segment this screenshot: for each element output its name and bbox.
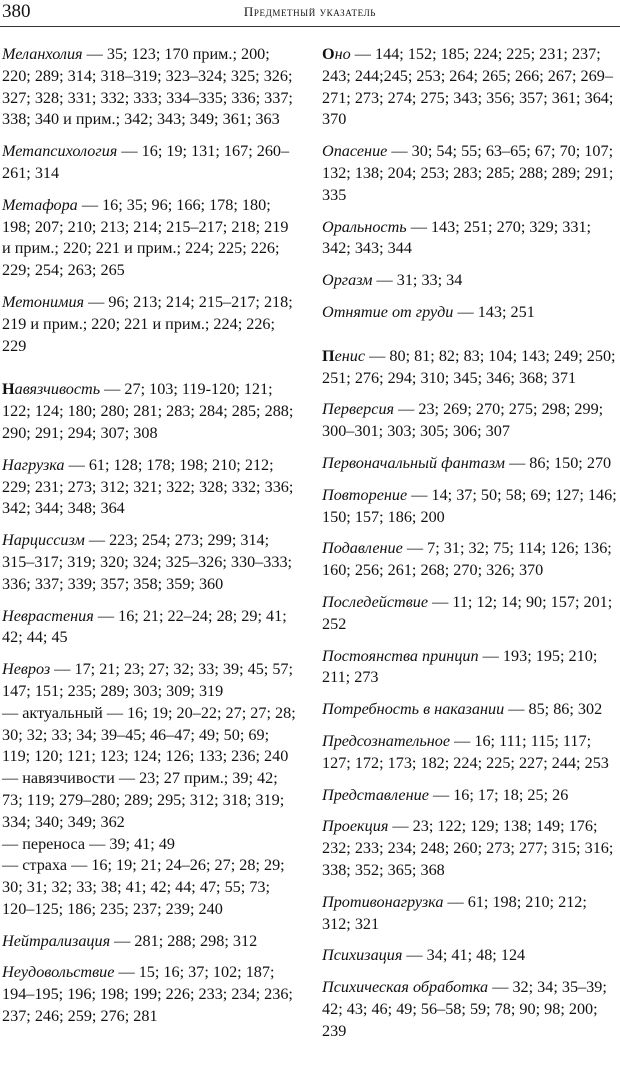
index-term: Метонимия <box>2 292 85 311</box>
page-references: — 27; 103; 119-120; 121; 122; 124; 180; 280; 281; 283; 284; 285; 288; 290; 291; 294; 307; 308 <box>2 380 294 442</box>
page-references: — 16; 21; 22–24; 28; 29; 41; 42; 44; 45 <box>2 606 287 647</box>
index-entry <box>322 302 618 324</box>
index-term: Повторение <box>322 485 408 504</box>
page-references: — 32; 34; 35–39; 42; 43; 46; 49; 56–58; 59; 78; 90; 98; 200; 239 <box>322 978 607 1040</box>
index-entry <box>322 270 618 292</box>
index-entry <box>322 592 618 636</box>
index-term: Меланхолия <box>2 45 83 63</box>
index-term: Проекция <box>322 817 389 836</box>
page-references: — 223; 254; 273; 299; 314; 315–317; 319; 320; 324; 325–326; 330–333; 336; 337; 339; 357; 358; 359; 360 <box>2 531 293 593</box>
index-term: Перверсия <box>322 400 395 419</box>
index-term: Психическая обработка <box>322 978 489 997</box>
page-references: — 86; 150; 270 <box>505 453 612 472</box>
page-references: — 11; 12; 14; 90; 157; 201; 252 <box>322 592 613 633</box>
index-term: Нагрузка <box>2 455 65 474</box>
running-title: Предметный указатель <box>243 4 377 19</box>
index-term: Предсознательное <box>322 731 451 750</box>
page-references: — 80; 81; 82; 83; 104; 143; 249; 250; 251; 276; 294; 310; 345; 346; 368; 371 <box>322 346 616 387</box>
section-initial: О <box>322 45 335 63</box>
index-entry <box>322 699 618 721</box>
index-entry <box>322 217 618 261</box>
index-entry <box>2 931 300 953</box>
index-term: Представление <box>322 785 429 804</box>
index-entry <box>322 44 618 131</box>
index-entry <box>2 703 300 768</box>
page-references: — 14; 37; 50; 58; 69; 127; 146; 150; 157; 186; 200 <box>322 485 617 526</box>
page-references: — 144; 152; 185; 224; 225; 231; 237; 243; 244;245; 253; 264; 265; 266; 267; 269–271; 273; 274; 275; 343; 356; 357; 361; 364; 370 <box>322 45 614 129</box>
index-term: Метафора <box>2 195 78 214</box>
index-entry <box>322 453 618 475</box>
page-references: — 7; 31; 32; 75; 114; 126; 136; 160; 256; 261; 268; 270; 326; 370 <box>322 539 612 580</box>
index-entry <box>2 834 300 856</box>
index-entry <box>2 379 300 444</box>
page-references: — 61; 128; 178; 198; 210; 212; 229; 231; 273; 312; 321; 322; 328; 332; 336; 342; 344; 348; 364 <box>2 455 294 518</box>
index-term: но <box>334 45 351 63</box>
index-term: Неудовольствие <box>2 963 115 982</box>
section-initial: Н <box>2 380 15 399</box>
index-term: Нейтрализация <box>2 931 111 950</box>
index-term: Первоначальный фантазм <box>322 453 506 472</box>
page-references: — 16; 19; 131; 167; 260–261; 314 <box>2 142 290 182</box>
index-entry <box>2 659 300 703</box>
index-entry <box>322 141 618 206</box>
index-entry <box>322 646 618 690</box>
index-column-left <box>2 44 300 1038</box>
index-term: Психизация <box>322 946 403 965</box>
index-entry <box>2 44 300 131</box>
index-entry <box>322 816 618 881</box>
page-references: — 16; 17; 18; 25; 26 <box>428 785 569 804</box>
index-term: Противонагрузка <box>322 892 444 911</box>
index-entry <box>2 606 300 650</box>
page-references: — 23; 122; 129; 138; 149; 176; 232; 233; 234; 248; 260; 273; 277; 315; 316; 338; 352; 365; 368 <box>322 817 614 879</box>
page-references: — 23; 269; 270; 275; 298; 299; 300–301; 303; 305; 306; 307 <box>322 400 604 441</box>
page-references: — актуальный — 16; 19; 20–22; 27; 27; 28; 30; 32; 33; 34; 39–45; 46–47; 49; 50; 69; 119; 120; 121; 123; 124; 126; 133; 236; 240 <box>2 703 296 766</box>
index-term: Отнятие от груди <box>322 302 454 321</box>
index-entry <box>2 530 300 595</box>
index-term: Невроз <box>2 660 51 679</box>
index-entry <box>322 399 618 443</box>
index-entry <box>2 195 300 282</box>
page-number: 380 <box>2 1 31 22</box>
page-references: — 31; 33; 34 <box>372 271 463 290</box>
index-entry <box>322 892 618 936</box>
index-term: Неврастения <box>2 606 94 625</box>
page-references: — навязчивости — 23; 27 прим.; 39; 42; 73; 119; 279–280; 289; 295; 312; 318; 319; 334; 340; 349; 362 <box>2 769 285 831</box>
page-references: — 15; 16; 37; 102; 187; 194–195; 196; 198; 199; 226; 233; 234; 236; 237; 246; 259; 276; 281 <box>2 963 293 1026</box>
index-term: авязчивость <box>14 380 101 399</box>
index-term: Последействие <box>322 592 429 611</box>
index-column-right <box>322 44 618 1052</box>
index-entry <box>322 346 618 390</box>
page-references: — 85; 86; 302 <box>504 700 603 719</box>
index-entry <box>2 768 300 833</box>
index-term: Оральность <box>322 217 407 236</box>
header-rule <box>0 26 620 27</box>
index-entry <box>322 945 618 967</box>
index-entry <box>322 785 618 807</box>
index-term: Потребность в наказании <box>322 700 505 719</box>
index-entry <box>322 977 618 1042</box>
index-entry <box>2 141 300 185</box>
page-references: — 34; 41; 48; 124 <box>402 946 526 965</box>
page-references: — 143; 251 <box>453 302 535 321</box>
index-entry <box>2 855 300 920</box>
page-references: — 281; 288; 298; 312 <box>110 931 258 950</box>
page-references: — 16; 111; 115; 117; 127; 172; 173; 182; 224; 225; 227; 244; 253 <box>322 731 609 772</box>
index-term: Нарциссизм <box>2 531 85 550</box>
index-term: Оргазм <box>322 271 373 290</box>
page-references: — 193; 195; 210; 211; 273 <box>322 646 598 687</box>
section-initial: П <box>322 346 335 365</box>
page-references: — 143; 251; 270; 329; 331; 342; 343; 344 <box>322 217 592 258</box>
page-references: — переноса — 39; 41; 49 <box>2 834 176 853</box>
index-entry <box>322 485 618 529</box>
index-term: Подавление <box>322 539 403 558</box>
page-references: — 17; 21; 23; 27; 32; 33; 39; 45; 57; 147; 151; 235; 289; 303; 309; 319 <box>2 660 294 700</box>
index-term: Опасение <box>322 142 388 161</box>
index-entry <box>2 962 300 1027</box>
index-term: Постоянства принцип <box>322 646 479 665</box>
page-references: — 96; 213; 214; 215–217; 218; 219 и прим.; 220; 221 и прим.; 224; 226; 229 <box>2 292 293 355</box>
index-term: енис <box>334 346 366 365</box>
page-references: — страха — 16; 19; 21; 24–26; 27; 28; 29; 30; 31; 32; 33; 38; 41; 42; 44; 47; 55; 73; 120–125; 186; 235; 237; 239; 240 <box>2 856 285 918</box>
index-entry <box>322 731 618 775</box>
index-entry <box>2 292 300 357</box>
index-term: Метапсихология <box>2 142 118 161</box>
index-entry <box>2 455 300 520</box>
index-entry <box>322 538 618 582</box>
page-header <box>0 0 620 26</box>
page-references: — 35; 123; 170 прим.; 200; 220; 289; 314; 318–319; 323–324; 325; 326; 327; 328; 331; 332; 333; 334–335; 336; 337; 338; 340 и прим.; 342; 343; 349; 361; 363 <box>2 45 293 129</box>
page-references: — 30; 54; 55; 63–65; 67; 70; 107; 132; 138; 204; 253; 283; 285; 288; 289; 291; 335 <box>322 142 614 204</box>
page-references: — 16; 35; 96; 166; 178; 180; 198; 207; 210; 213; 214; 215–217; 218; 219 и прим.; 220; 221 и прим.; 224; 225; 226; 229; 254; 263; 265 <box>2 195 289 280</box>
page-references: — 61; 198; 210; 212; 312; 321 <box>322 892 587 933</box>
